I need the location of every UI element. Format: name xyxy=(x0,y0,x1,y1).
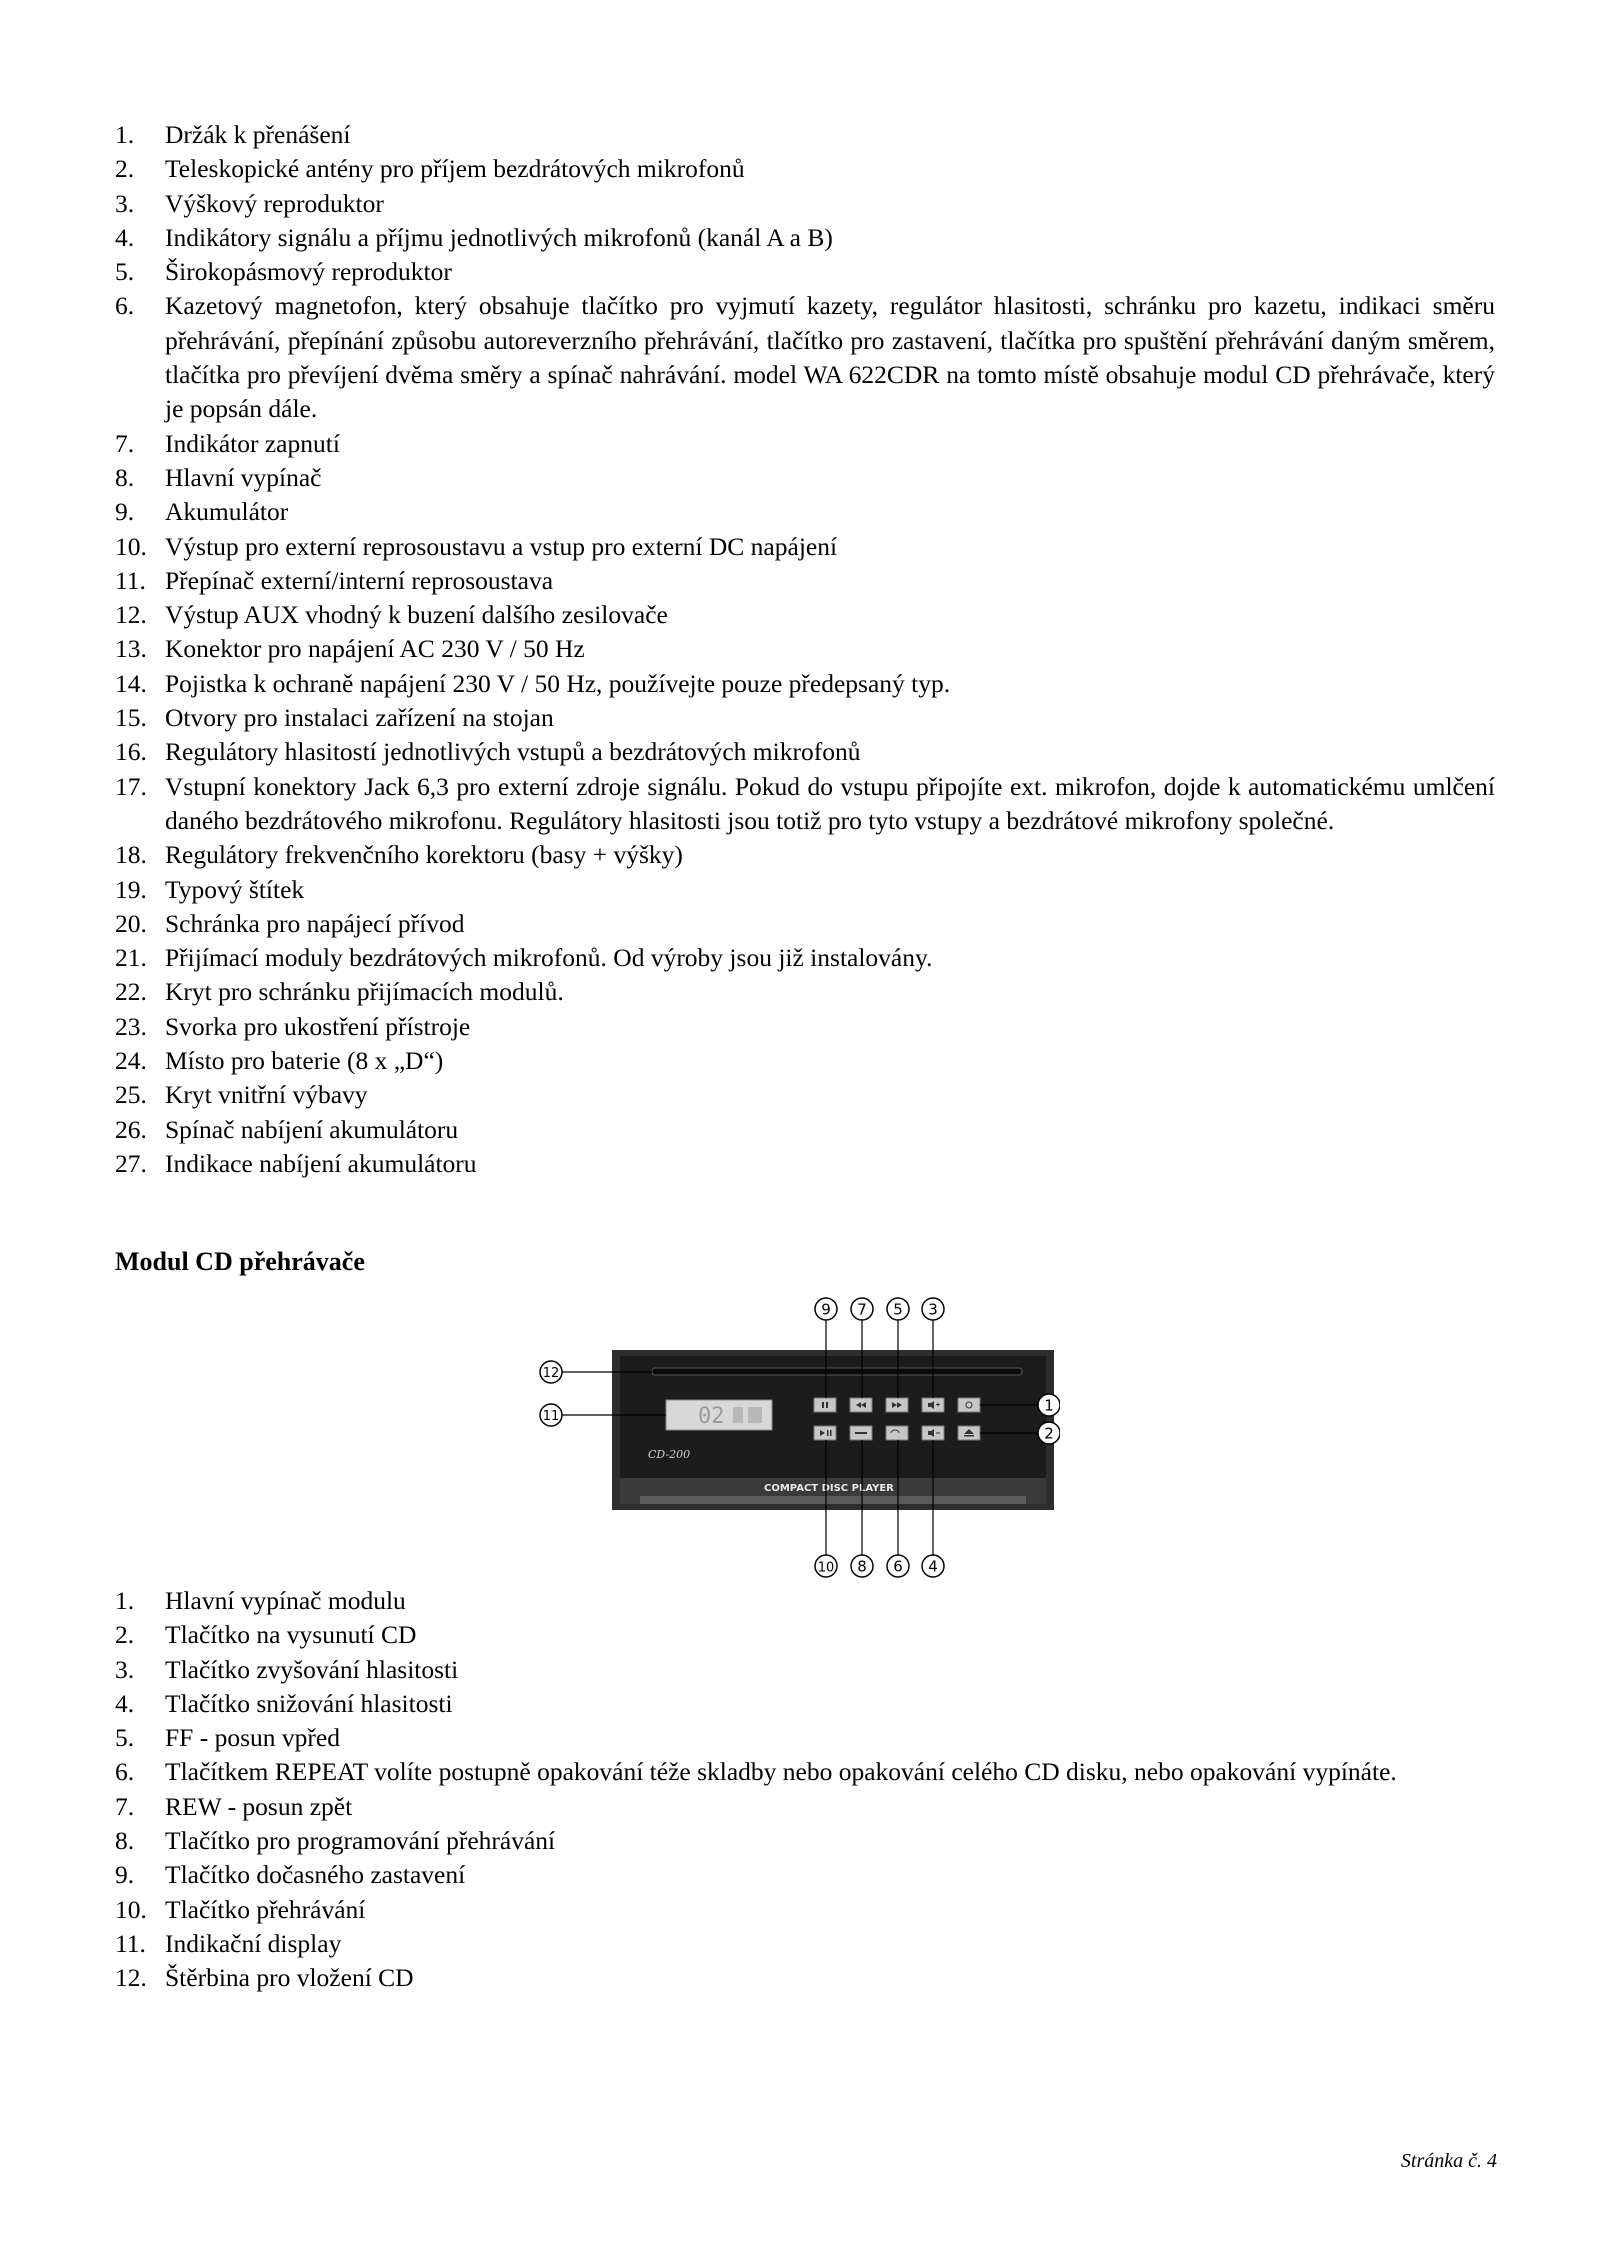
list-item xyxy=(115,735,1495,769)
item-number: 23. xyxy=(115,1011,147,1041)
list-item xyxy=(115,1010,1495,1044)
callout-number: 3 xyxy=(928,1300,938,1319)
item-number: 2. xyxy=(115,154,135,184)
item-number: 19. xyxy=(115,874,147,904)
item-text: Indikační display xyxy=(165,1928,342,1958)
list-item xyxy=(115,1653,1495,1687)
item-text: Kryt vnitřní výbavy xyxy=(165,1080,368,1110)
page-number: Stránka č. 4 xyxy=(1400,2150,1497,2172)
item-text: Držák k přenášení xyxy=(165,120,351,149)
callout-number: 12 xyxy=(542,1366,560,1381)
list-item xyxy=(115,667,1495,701)
callout-number: 11 xyxy=(542,1409,560,1424)
item-text: Výstup AUX vhodný k buzení dalšího zesilovače xyxy=(165,600,668,630)
item-number: 12. xyxy=(115,1963,147,1993)
callout-number: 9 xyxy=(821,1300,831,1319)
callout-number: 5 xyxy=(893,1300,903,1319)
panel-label: COMPACT DISC PLAYER xyxy=(764,1483,894,1494)
item-text: Pojistka k ochraně napájení 230 V / 50 Hz, používejte pouze předepsaný typ. xyxy=(165,668,951,698)
list-item xyxy=(115,1721,1495,1755)
item-text: Indikace nabíjení akumulátoru xyxy=(165,1148,477,1178)
item-number: 15. xyxy=(115,703,147,733)
list-item xyxy=(115,1824,1495,1858)
list-item xyxy=(115,1790,1495,1824)
item-text: REW - posun zpět xyxy=(165,1791,353,1821)
item-text: Spínač nabíjení akumulátoru xyxy=(165,1114,459,1144)
power-button[interactable] xyxy=(958,1398,980,1412)
item-number: 2. xyxy=(115,1620,135,1650)
item-number: 22. xyxy=(115,977,147,1007)
item-text: Tlačítkem REPEAT volíte postupně opakování téže skladby nebo opakování celého CD disku, nebo opakování vypínáte. xyxy=(165,1757,1397,1787)
item-number: 3. xyxy=(115,188,135,218)
repeat-button[interactable] xyxy=(886,1426,908,1440)
callout-number: 10 xyxy=(817,1560,835,1576)
item-number: 20. xyxy=(115,908,147,938)
item-number: 8. xyxy=(115,1826,135,1856)
display-segment-icon xyxy=(733,1407,743,1423)
list-item xyxy=(115,1584,1495,1618)
list-item xyxy=(115,187,1495,221)
item-number: 10. xyxy=(115,531,147,561)
item-text: Kryt pro schránku přijímacích modulů. xyxy=(165,977,564,1007)
item-number: 17. xyxy=(115,771,147,801)
item-number: 5. xyxy=(115,1723,135,1753)
list-item xyxy=(115,564,1495,598)
pause-button[interactable] xyxy=(814,1398,836,1412)
list-item xyxy=(115,598,1495,632)
item-number: 6. xyxy=(115,1757,135,1787)
list-item xyxy=(115,941,1495,975)
list-item xyxy=(115,1755,1495,1789)
list-item xyxy=(115,118,1495,152)
item-text: Širokopásmový reproduktor xyxy=(165,257,452,287)
item-text: Typový štítek xyxy=(165,874,305,904)
list-item xyxy=(115,838,1495,872)
list-item xyxy=(115,701,1495,735)
item-text: Tlačítko dočasného zastavení xyxy=(165,1860,466,1890)
callout-number: 4 xyxy=(928,1557,938,1576)
item-number: 7. xyxy=(115,428,135,458)
item-number: 11. xyxy=(115,565,146,595)
item-text: Regulátory frekvenčního korektoru (basy + výšky) xyxy=(165,840,683,870)
list-item xyxy=(115,427,1495,461)
item-number: 9. xyxy=(115,1860,135,1890)
item-text: Hlavní vypínač modulu xyxy=(165,1586,406,1615)
callout-number: 6 xyxy=(893,1557,903,1576)
callout-number: 2 xyxy=(1044,1424,1054,1443)
item-text: Kazetový magnetofon, který obsahuje tlačítko pro vyjmutí kazety, regulátor hlasitosti, schránku pro kazetu, indikaci směru přehrávání, přepínání způsobu autoreverzního přehrávání, tlačítko pro zastavení, tlačítka pro spuštění přehrávání daným směrem, tlačítka pro převíjení dvěma směry a spínač nahrávání. model WA 622CDR na tomto místě obsahuje modul CD přehrávače, který je popsán dále. xyxy=(165,291,1495,424)
list-item xyxy=(115,975,1495,1009)
item-number: 6. xyxy=(115,291,135,321)
item-number: 16. xyxy=(115,737,147,767)
item-number: 14. xyxy=(115,668,147,698)
item-text: Přijímací moduly bezdrátových mikrofonů. Od výroby jsou již instalovány. xyxy=(165,943,933,973)
model-label: CD-200 xyxy=(648,1448,691,1461)
section-title: Modul CD přehrávače xyxy=(115,1247,365,1276)
cd-slot xyxy=(652,1368,1022,1375)
item-number: 12. xyxy=(115,600,147,630)
item-text: Teleskopické antény pro příjem bezdrátových mikrofonů xyxy=(165,154,745,184)
list-item xyxy=(115,221,1495,255)
item-number: 4. xyxy=(115,1688,135,1718)
item-text: Schránka pro napájecí přívod xyxy=(165,908,465,938)
item-number: 18. xyxy=(115,840,147,870)
list-item xyxy=(115,1687,1495,1721)
item-text: Výškový reproduktor xyxy=(165,188,384,218)
item-number: 1. xyxy=(115,120,135,149)
list-item xyxy=(115,1078,1495,1112)
item-text: Konektor pro napájení AC 230 V / 50 Hz xyxy=(165,634,585,664)
list-item xyxy=(115,495,1495,529)
item-text: Tlačítko přehrávání xyxy=(165,1894,366,1924)
item-number: 13. xyxy=(115,634,147,664)
parts-list xyxy=(115,118,1495,1181)
item-text: Místo pro baterie (8 x „D“) xyxy=(165,1046,444,1076)
display-segment-icon xyxy=(748,1407,762,1423)
list-item xyxy=(115,1113,1495,1147)
item-number: 7. xyxy=(115,1791,135,1821)
item-text: Tlačítko snižování hlasitosti xyxy=(165,1688,453,1718)
list-item xyxy=(115,632,1495,666)
item-number: 10. xyxy=(115,1894,147,1924)
item-text: Svorka pro ukostření přístroje xyxy=(165,1011,471,1041)
item-text: Tlačítko na vysunutí CD xyxy=(165,1620,417,1650)
list-item xyxy=(115,1858,1495,1892)
list-item xyxy=(115,461,1495,495)
display-text: 02 xyxy=(698,1404,725,1429)
item-text: Regulátory hlasitostí jednotlivých vstupů a bezdrátových mikrofonů xyxy=(165,737,861,767)
list-item xyxy=(115,530,1495,564)
list-item xyxy=(115,1044,1495,1078)
item-text: Indikátor zapnutí xyxy=(165,428,340,458)
item-number: 25. xyxy=(115,1080,147,1110)
item-number: 5. xyxy=(115,257,135,287)
item-text: Hlavní vypínač xyxy=(165,462,322,492)
item-text: Tlačítko zvyšování hlasitosti xyxy=(165,1654,459,1684)
item-number: 8. xyxy=(115,462,135,492)
item-text: Tlačítko pro programování přehrávání xyxy=(165,1826,556,1856)
list-item xyxy=(115,1893,1495,1927)
list-item xyxy=(115,1961,1495,1995)
item-text: Výstup pro externí reprosoustavu a vstup pro externí DC napájení xyxy=(165,531,838,561)
list-item xyxy=(115,1618,1495,1652)
list-item xyxy=(115,255,1495,289)
item-number: 1. xyxy=(115,1586,135,1615)
callout-number: 8 xyxy=(857,1557,867,1576)
item-text: Vstupní konektory Jack 6,3 pro externí zdroje signálu. Pokud do vstupu připojíte ext. mikrofon, dojde k automatickému umlčení daného bezdrátového mikrofonu. Regulátory hlasitosti jsou totiž pro tyto vstupy a bezdrátové mikrofony společné. xyxy=(165,771,1495,835)
list-item xyxy=(115,289,1495,426)
item-number: 21. xyxy=(115,943,147,973)
list-item xyxy=(115,873,1495,907)
list-item xyxy=(115,152,1495,186)
list-item xyxy=(115,907,1495,941)
cd-module-figure xyxy=(520,1290,1060,1580)
list-item xyxy=(115,1927,1495,1961)
cd-module-list xyxy=(115,1584,1495,1996)
callout-number: 1 xyxy=(1044,1396,1054,1415)
item-text: Indikátory signálu a příjmu jednotlivých mikrofonů (kanál A a B) xyxy=(165,222,833,252)
item-number: 9. xyxy=(115,497,135,527)
item-number: 11. xyxy=(115,1928,146,1958)
item-text: Otvory pro instalaci zařízení na stojan xyxy=(165,703,554,733)
list-item xyxy=(115,770,1495,839)
item-number: 27. xyxy=(115,1148,147,1178)
item-number: 4. xyxy=(115,222,135,252)
item-number: 26. xyxy=(115,1114,147,1144)
item-text: FF - posun vpřed xyxy=(165,1723,340,1753)
item-number: 3. xyxy=(115,1654,135,1684)
bezel-strip xyxy=(640,1496,1026,1504)
list-item xyxy=(115,1147,1495,1181)
item-number: 24. xyxy=(115,1046,147,1076)
item-text: Přepínač externí/interní reprosoustava xyxy=(165,565,554,595)
item-text: Akumulátor xyxy=(165,497,289,527)
callout-number: 7 xyxy=(857,1300,867,1319)
item-text: Štěrbina pro vložení CD xyxy=(165,1963,414,1993)
